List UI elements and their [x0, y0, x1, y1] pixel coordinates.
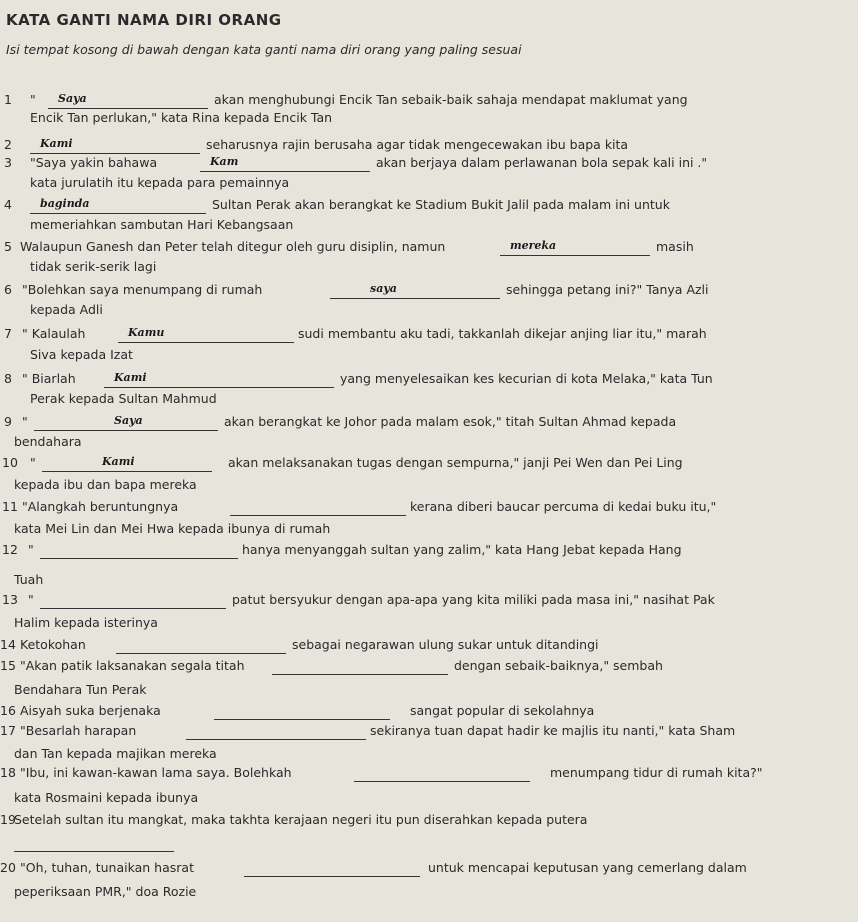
- handwritten-answer: saya: [370, 282, 397, 295]
- answer-blank[interactable]: [40, 592, 226, 609]
- answer-blank[interactable]: [186, 723, 366, 740]
- answer-blank[interactable]: [354, 765, 530, 782]
- answer-blank[interactable]: [230, 499, 406, 516]
- answer-blank[interactable]: [42, 455, 212, 472]
- answer-blank[interactable]: [34, 414, 218, 431]
- handwritten-answer: Saya: [114, 414, 143, 427]
- handwritten-answer: Kami: [40, 137, 73, 150]
- handwritten-answer: Kami: [114, 371, 147, 384]
- handwritten-answer: Kami: [102, 455, 135, 468]
- answer-blank[interactable]: [116, 637, 286, 654]
- answer-blank[interactable]: [330, 282, 500, 299]
- answer-blank[interactable]: [40, 542, 238, 559]
- handwritten-answer: mereka: [510, 239, 557, 252]
- answer-blank[interactable]: [500, 239, 650, 256]
- worksheet: KATA GANTI NAMA DIRI ORANG Isi tempat kosong di bawah dengan kata ganti nama diri orang yang paling sesuai 1 " Saya akan menghubungi Encik Tan sebaik-baik sahaja mendapat maklumat yang Encik Tan perlukan," kata Rina kepada Encik Tan 2 Kami seharusnya rajin berusaha agar tidak mengecewakan ibu bapa kita 3 "Saya yakin bahawa Kam akan berjaya dalam perlawanan bola sepak kali ini ." kata jurulatih itu kepada para pemainnya 4 baginda Sultan Perak akan berangkat ke Stadium Bukit Jalil pada malam ini untuk memeriahkan sambutan Hari Kebangsaan 5 Walaupun Ganesh dan Peter telah ditegur oleh guru disiplin, namun mereka masih tidak serik-serik lagi 6 "Bolehkan saya menumpang di rumah saya sehingga petang ini?" Tanya Azli kepada Adli 7 " Kalaulah Kamu sudi membantu aku tadi, takkanlah dikejar anjing liar itu," marah Siva kepada Izat 8 " Biarlah Kami yang menyelesaikan kes kecurian di kota Melaka," kata Tun Perak kepada Sultan Mahmud 9 " Saya akan berangkat ke Johor pada malam esok," titah Sultan Ahmad kepada bendahara 10 " Kami akan melaksanakan tugas dengan sempurna," janji Pei Wen dan Pei Ling kepada ibu dan bapa mereka 11 "Alangkah beruntungnya kerana diberi baucar percuma di kedai buku itu," kata Mei Lin dan Mei Hwa kepada ibunya di rumah 12 " hanya menyanggah sultan yang zalim," kata Hang Jebat kepada Hang Tuah 13 " patut bersyukur dengan apa-apa yang kita miliki pada masa ini," nasihat Pak Halim kepada isterinya 14 Ketokohan sebagai negarawan ulung sukar untuk ditandingi 15 "Akan patik laksanakan segala titah dengan sebaik-baiknya," sembah Bendahara Tun Perak 16 Aisyah suka berjenaka sangat popular di sekolahnya 17 "Besarlah harapan sekiranya tuan dapat hadir ke majlis itu nanti," kata Sham dan Tan kepada majikan mereka 18 "Ibu, ini kawan-kawan lama saya. Bolehkah menumpang tidur di rumah kita?" kata Rosmaini kepada ibunya 19 Setelah sultan itu mangkat, maka takhta kerajaan negeri itu pun diserahkan kepada putera 20 "Oh, tuhan, tunaikan hasrat untuk mencapai keputusan yang cemerlang dalam peperiksaan PMR," doa Rozie: [0, 11, 763, 899]
- answer-blank[interactable]: [30, 197, 206, 214]
- answer-blank[interactable]: [30, 137, 200, 154]
- handwritten-answer: Kam: [210, 155, 239, 168]
- handwritten-answer: Kamu: [128, 326, 165, 339]
- answer-blank[interactable]: [118, 326, 294, 343]
- answer-blank[interactable]: [200, 155, 370, 172]
- answer-blank[interactable]: [244, 860, 420, 877]
- answer-blank[interactable]: [272, 658, 448, 675]
- answer-blank[interactable]: [214, 703, 390, 720]
- answer-blank[interactable]: [104, 371, 334, 388]
- answer-blank[interactable]: [48, 92, 208, 109]
- handwritten-answer: Saya: [58, 92, 87, 105]
- answer-blank[interactable]: [14, 835, 174, 852]
- handwritten-answer: baginda: [40, 197, 90, 210]
